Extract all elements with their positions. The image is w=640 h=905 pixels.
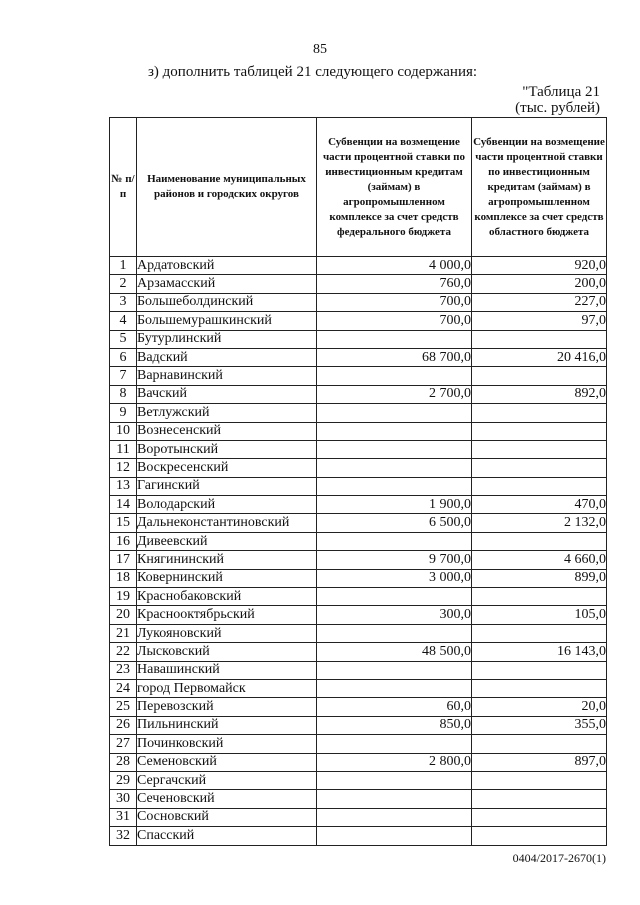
row-federal-value [317,624,472,642]
row-number: 9 [110,404,137,422]
table-caption: "Таблица 21 [522,84,600,100]
table-row [110,679,607,697]
row-regional-value: 105,0 [472,606,607,624]
row-federal-value: 2 800,0 [317,753,472,771]
row-regional-value: 20,0 [472,698,607,716]
row-district-name: Варнавинский [137,367,317,385]
row-number: 23 [110,661,137,679]
header-federal: Субвенции на возмещение части процентной ставки по инвестиционным кредитам (займам) в агропромышленном комплексе за счет средств федерального бюджета [317,118,472,257]
row-regional-value [472,808,607,826]
table-row [110,661,607,679]
row-number: 6 [110,348,137,366]
row-federal-value [317,661,472,679]
row-number: 20 [110,606,137,624]
document-code: 0404/2017-2670(1) [512,851,606,865]
row-number: 2 [110,275,137,293]
row-regional-value [472,477,607,495]
row-regional-value: 355,0 [472,716,607,734]
row-district-name: город Первомайск [137,679,317,697]
row-regional-value: 97,0 [472,312,607,330]
row-regional-value [472,404,607,422]
row-number: 13 [110,477,137,495]
row-number: 11 [110,440,137,458]
table-row [110,698,607,716]
row-number: 4 [110,312,137,330]
header-regional: Субвенции на возмещение части процентной ставки по инвестиционным кредитам (займам) в агропромышленном комплексе за счет средств областного бюджета [472,118,607,257]
row-regional-value: 4 660,0 [472,551,607,569]
table-row [110,385,607,403]
table-row [110,735,607,753]
page-number: 85 [313,42,327,57]
row-federal-value [317,771,472,789]
row-regional-value [472,588,607,606]
row-federal-value [317,679,472,697]
row-number: 27 [110,735,137,753]
row-federal-value: 850,0 [317,716,472,734]
row-number: 19 [110,588,137,606]
row-district-name: Арзамасский [137,275,317,293]
table-row [110,624,607,642]
row-district-name: Дивеевский [137,532,317,550]
table-header-row [110,118,607,257]
row-regional-value [472,679,607,697]
row-regional-value: 899,0 [472,569,607,587]
row-number: 7 [110,367,137,385]
row-regional-value [472,330,607,348]
row-district-name: Краснобаковский [137,588,317,606]
row-district-name: Воскресенский [137,459,317,477]
table-row [110,790,607,808]
row-district-name: Бутурлинский [137,330,317,348]
row-district-name: Ардатовский [137,257,317,275]
table-row [110,827,607,845]
row-district-name: Большемурашкинский [137,312,317,330]
row-federal-value: 9 700,0 [317,551,472,569]
row-number: 26 [110,716,137,734]
row-number: 15 [110,514,137,532]
table-row [110,293,607,311]
table-row [110,275,607,293]
row-regional-value: 892,0 [472,385,607,403]
row-district-name: Лукояновский [137,624,317,642]
row-federal-value: 60,0 [317,698,472,716]
row-district-name: Починковский [137,735,317,753]
row-federal-value [317,827,472,845]
row-regional-value [472,624,607,642]
row-federal-value: 6 500,0 [317,514,472,532]
table-unit: (тыс. рублей) [515,100,600,116]
row-federal-value [317,532,472,550]
table-row [110,643,607,661]
row-number: 22 [110,643,137,661]
row-regional-value: 897,0 [472,753,607,771]
row-district-name: Ветлужский [137,404,317,422]
row-district-name: Семеновский [137,753,317,771]
row-number: 30 [110,790,137,808]
row-federal-value: 2 700,0 [317,385,472,403]
row-district-name: Вознесенский [137,422,317,440]
row-federal-value [317,422,472,440]
row-regional-value [472,735,607,753]
row-district-name: Ковернинский [137,569,317,587]
row-number: 18 [110,569,137,587]
row-federal-value: 1 900,0 [317,496,472,514]
table-row [110,440,607,458]
row-federal-value [317,808,472,826]
row-federal-value [317,440,472,458]
row-number: 29 [110,771,137,789]
row-district-name: Навашинский [137,661,317,679]
row-federal-value [317,330,472,348]
row-regional-value: 227,0 [472,293,607,311]
row-number: 24 [110,679,137,697]
table-row [110,348,607,366]
row-district-name: Сеченовский [137,790,317,808]
row-regional-value: 20 416,0 [472,348,607,366]
row-regional-value [472,790,607,808]
row-federal-value: 760,0 [317,275,472,293]
table-row [110,330,607,348]
table-row [110,771,607,789]
row-federal-value [317,790,472,808]
row-regional-value [472,440,607,458]
row-regional-value [472,532,607,550]
row-federal-value: 4 000,0 [317,257,472,275]
row-federal-value: 68 700,0 [317,348,472,366]
row-federal-value [317,477,472,495]
row-number: 32 [110,827,137,845]
row-number: 14 [110,496,137,514]
row-federal-value: 300,0 [317,606,472,624]
header-name: Наименование муниципальных районов и городских округов [137,118,317,257]
row-federal-value [317,404,472,422]
table-row [110,477,607,495]
row-district-name: Гагинский [137,477,317,495]
row-regional-value: 920,0 [472,257,607,275]
row-number: 25 [110,698,137,716]
row-district-name: Княгининский [137,551,317,569]
row-district-name: Володарский [137,496,317,514]
row-number: 31 [110,808,137,826]
table-row [110,496,607,514]
table-row [110,404,607,422]
table-row [110,753,607,771]
row-regional-value [472,459,607,477]
table-row [110,532,607,550]
table-row [110,459,607,477]
row-district-name: Сосновский [137,808,317,826]
row-federal-value: 700,0 [317,293,472,311]
row-number: 16 [110,532,137,550]
row-district-name: Сергачский [137,771,317,789]
row-number: 12 [110,459,137,477]
row-regional-value [472,771,607,789]
table-row [110,422,607,440]
table-row [110,588,607,606]
row-regional-value [472,661,607,679]
row-number: 8 [110,385,137,403]
table-row [110,551,607,569]
row-district-name: Дальнеконстантиновский [137,514,317,532]
table-row [110,257,607,275]
intro-text: з) дополнить таблицей 21 следующего содержания: [148,64,478,80]
row-number: 28 [110,753,137,771]
row-federal-value [317,367,472,385]
row-number: 1 [110,257,137,275]
row-federal-value [317,735,472,753]
row-regional-value [472,422,607,440]
table-row [110,808,607,826]
row-federal-value [317,588,472,606]
row-regional-value: 200,0 [472,275,607,293]
row-district-name: Лысковский [137,643,317,661]
row-regional-value [472,827,607,845]
row-district-name: Вачский [137,385,317,403]
row-district-name: Воротынский [137,440,317,458]
table-row [110,716,607,734]
row-number: 21 [110,624,137,642]
row-federal-value: 3 000,0 [317,569,472,587]
row-regional-value [472,367,607,385]
row-district-name: Краснооктябрьский [137,606,317,624]
subsidy-table [109,117,607,846]
table-row [110,514,607,532]
row-federal-value [317,459,472,477]
table-row [110,312,607,330]
row-number: 10 [110,422,137,440]
row-number: 3 [110,293,137,311]
row-district-name: Вадский [137,348,317,366]
row-district-name: Перевозский [137,698,317,716]
row-number: 17 [110,551,137,569]
row-regional-value: 16 143,0 [472,643,607,661]
row-regional-value: 470,0 [472,496,607,514]
row-regional-value: 2 132,0 [472,514,607,532]
row-number: 5 [110,330,137,348]
header-number: № п/п [110,118,137,257]
row-federal-value: 700,0 [317,312,472,330]
row-district-name: Пильнинский [137,716,317,734]
row-district-name: Спасский [137,827,317,845]
table-row [110,606,607,624]
table-row [110,569,607,587]
row-federal-value: 48 500,0 [317,643,472,661]
row-district-name: Большеболдинский [137,293,317,311]
table-row [110,367,607,385]
